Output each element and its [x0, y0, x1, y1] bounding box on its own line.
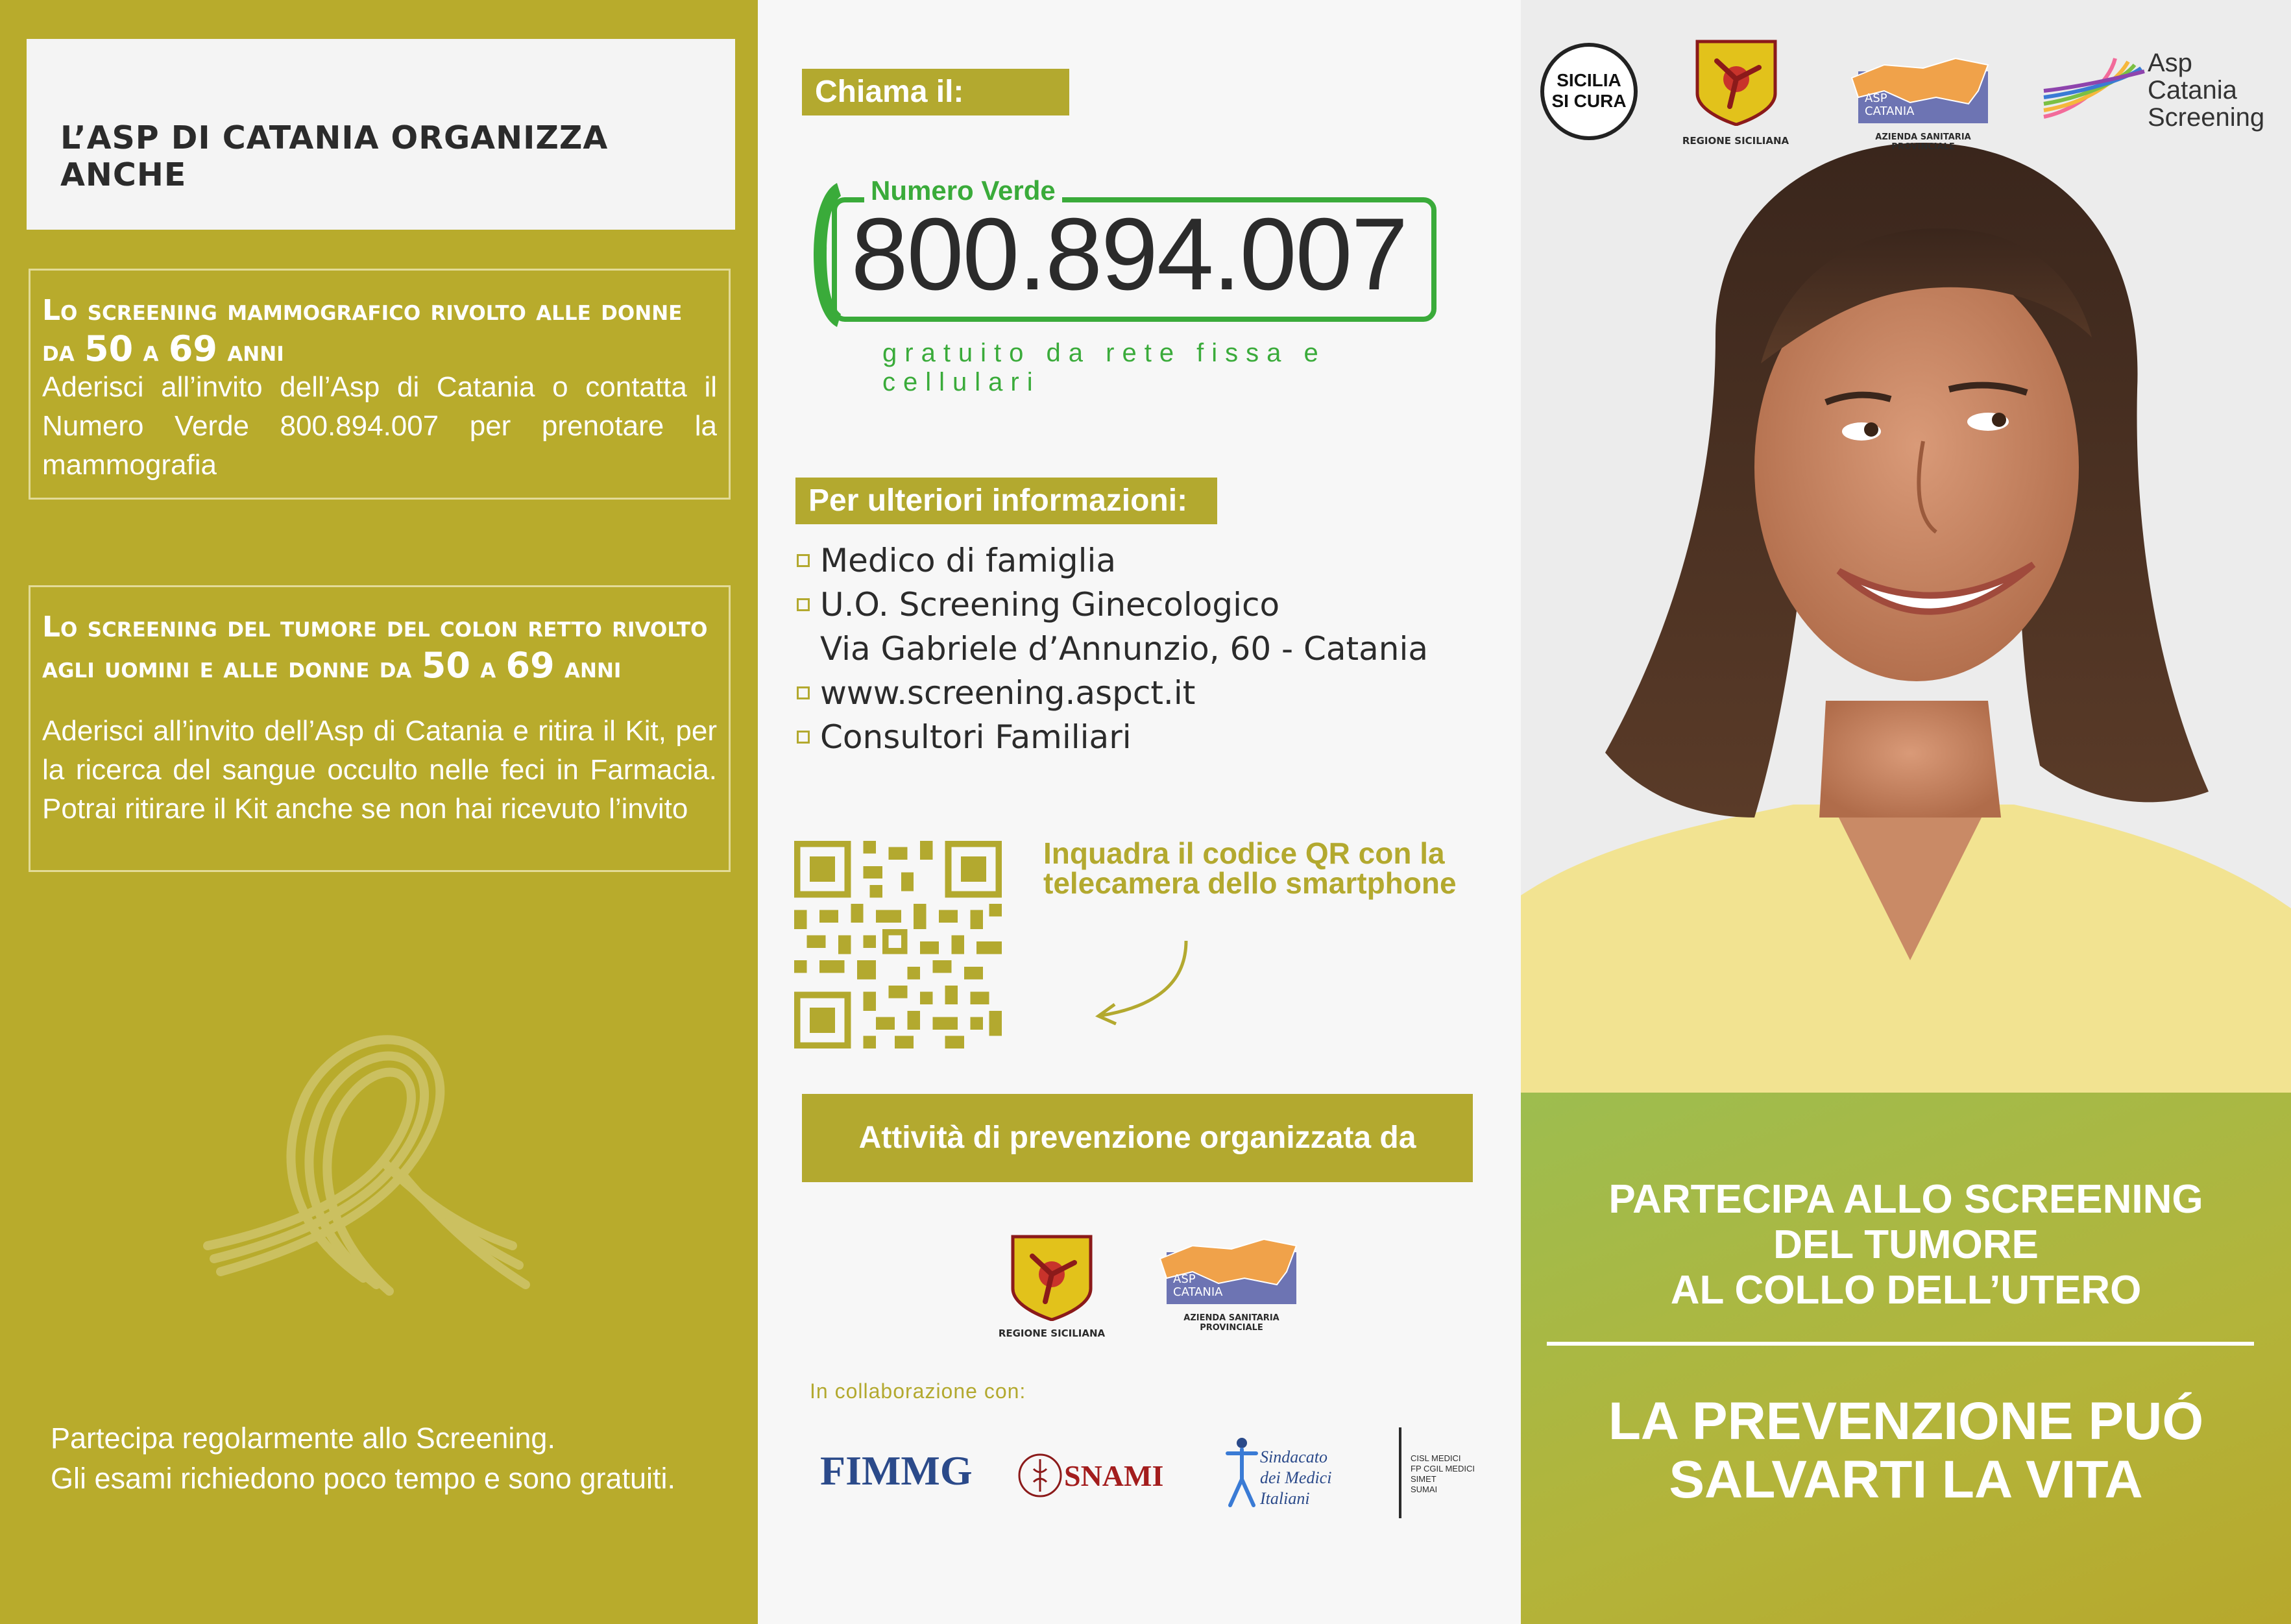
sicilia-si-cura-logo: SICILIA SI CURA — [1540, 43, 1638, 140]
trinacria-icon — [1691, 35, 1782, 126]
contact-list — [797, 539, 1510, 759]
phone-subtitle: gratuito da rete fissa e cellulari — [882, 339, 1326, 396]
toll-free-number-block[interactable] — [811, 175, 1460, 396]
header-title: L’ASP DI CATANIA ORGANIZZA ANCHE — [60, 119, 609, 193]
asp-catania-logo-top: ASP CATANIA AZIENDA SANITARIA PROVINCIALE — [1845, 52, 2001, 156]
checkbox-icon — [797, 686, 810, 699]
list-item: Consultori Familiari — [797, 715, 1510, 759]
mammography-info-box — [29, 269, 731, 500]
list-item: U.O. Screening Ginecologico — [797, 583, 1510, 627]
sicily-map-icon — [1154, 1233, 1309, 1311]
awareness-ribbon-icon — [195, 999, 532, 1298]
asp-catania-logo: ASP CATANIA AZIENDA SANITARIA PROVINCIALE — [1154, 1233, 1309, 1330]
snami-logo: SNAMI — [1017, 1427, 1147, 1525]
colored-ribbons-icon — [2037, 45, 2148, 130]
checkbox-icon — [797, 731, 810, 744]
colon-info-box — [29, 585, 731, 872]
campaign-banner — [1521, 1093, 2291, 1624]
qr-instructions: Inquadra il codice QR con la telecamera dello smartphone — [1043, 836, 1457, 900]
organized-by-label: Attività di prevenzione organizzata da — [802, 1094, 1473, 1182]
campaign-title: PARTECIPA ALLO SCREENING DEL TUMORE AL COLLO DELL’UTERO — [1608, 1177, 2203, 1313]
trinacria-icon — [1006, 1230, 1097, 1321]
checkbox-icon — [797, 598, 810, 611]
snami-seal-icon — [1017, 1443, 1063, 1508]
checkbox-icon — [797, 554, 810, 567]
mammography-title: Lo screening mammografico rivolto alle donne da 50 a 69 anni — [42, 294, 683, 369]
colon-title: Lo screening del tumore del colon retto rivolto agli uomini e alle donne da 50 a 69 anni — [42, 611, 708, 686]
left-footer: Partecipa regolarmente allo Screening. Gli esami richiedono poco tempo e sono gratuiti. — [51, 1422, 676, 1495]
right-panel — [1521, 0, 2291, 1624]
list-item[interactable] — [797, 671, 1510, 715]
header-box — [27, 39, 735, 230]
campaign-slogan: LA PREVENZIONE PUÓ SALVARTI LA VITA — [1608, 1392, 2204, 1509]
list-item: Medico di famiglia — [797, 539, 1510, 583]
phone-number[interactable]: 800.894.007 — [851, 197, 1407, 311]
regione-siciliana-logo: REGIONE SICILIANA — [990, 1230, 1113, 1347]
info-label: Per ulteriori informazioni: — [795, 478, 1217, 524]
middle-panel — [758, 0, 1521, 1624]
numero-verde-label: Numero Verde — [864, 175, 1062, 206]
curved-arrow-icon — [1069, 928, 1199, 1025]
colon-body: Aderisci all’invito dell’Asp di Catania e ritira il Kit, per la ricerca del sangue occulto nelle feci in Farmacia. Potrai ritirare il Kit anche se non hai ricevuto l’invito — [42, 715, 717, 825]
smi-figure-icon — [1222, 1434, 1261, 1512]
asp-catania-screening-logo: Asp Catania Screening — [2037, 45, 2284, 143]
fimmg-logo: FIMMG — [820, 1448, 973, 1494]
collaboration-label: In collaborazione con: — [810, 1379, 1026, 1403]
list-item: Via Gabriele d’Annunzio, 60 - Catania — [820, 630, 1428, 668]
smiling-woman-photo — [1521, 0, 2291, 1093]
call-label: Chiama il: — [802, 69, 1069, 115]
smi-logo: Sindacato dei Medici Italiani — [1222, 1427, 1346, 1525]
intesa-sindacale-logo: CISL MEDICI FP CGIL MEDICI SIMET SUMAI — [1399, 1427, 1496, 1525]
mammography-body: Aderisci all’invito dell’Asp di Catania o contatta il Numero Verde 800.894.007 per prenotare la mammografia — [42, 371, 717, 481]
header-logos: SICILIA SI CURA REGIONE SICILIANA ASP CATANIA AZIENDA SANITARIA PROVINCIALE Asp Catania Screening — [1521, 26, 2291, 156]
divider — [1547, 1342, 2254, 1346]
website-link[interactable]: www.screening.aspct.it — [820, 674, 1196, 712]
left-panel — [0, 0, 758, 1624]
qr-code-icon[interactable] — [794, 841, 1002, 1048]
sicily-map-icon — [1845, 52, 2001, 130]
